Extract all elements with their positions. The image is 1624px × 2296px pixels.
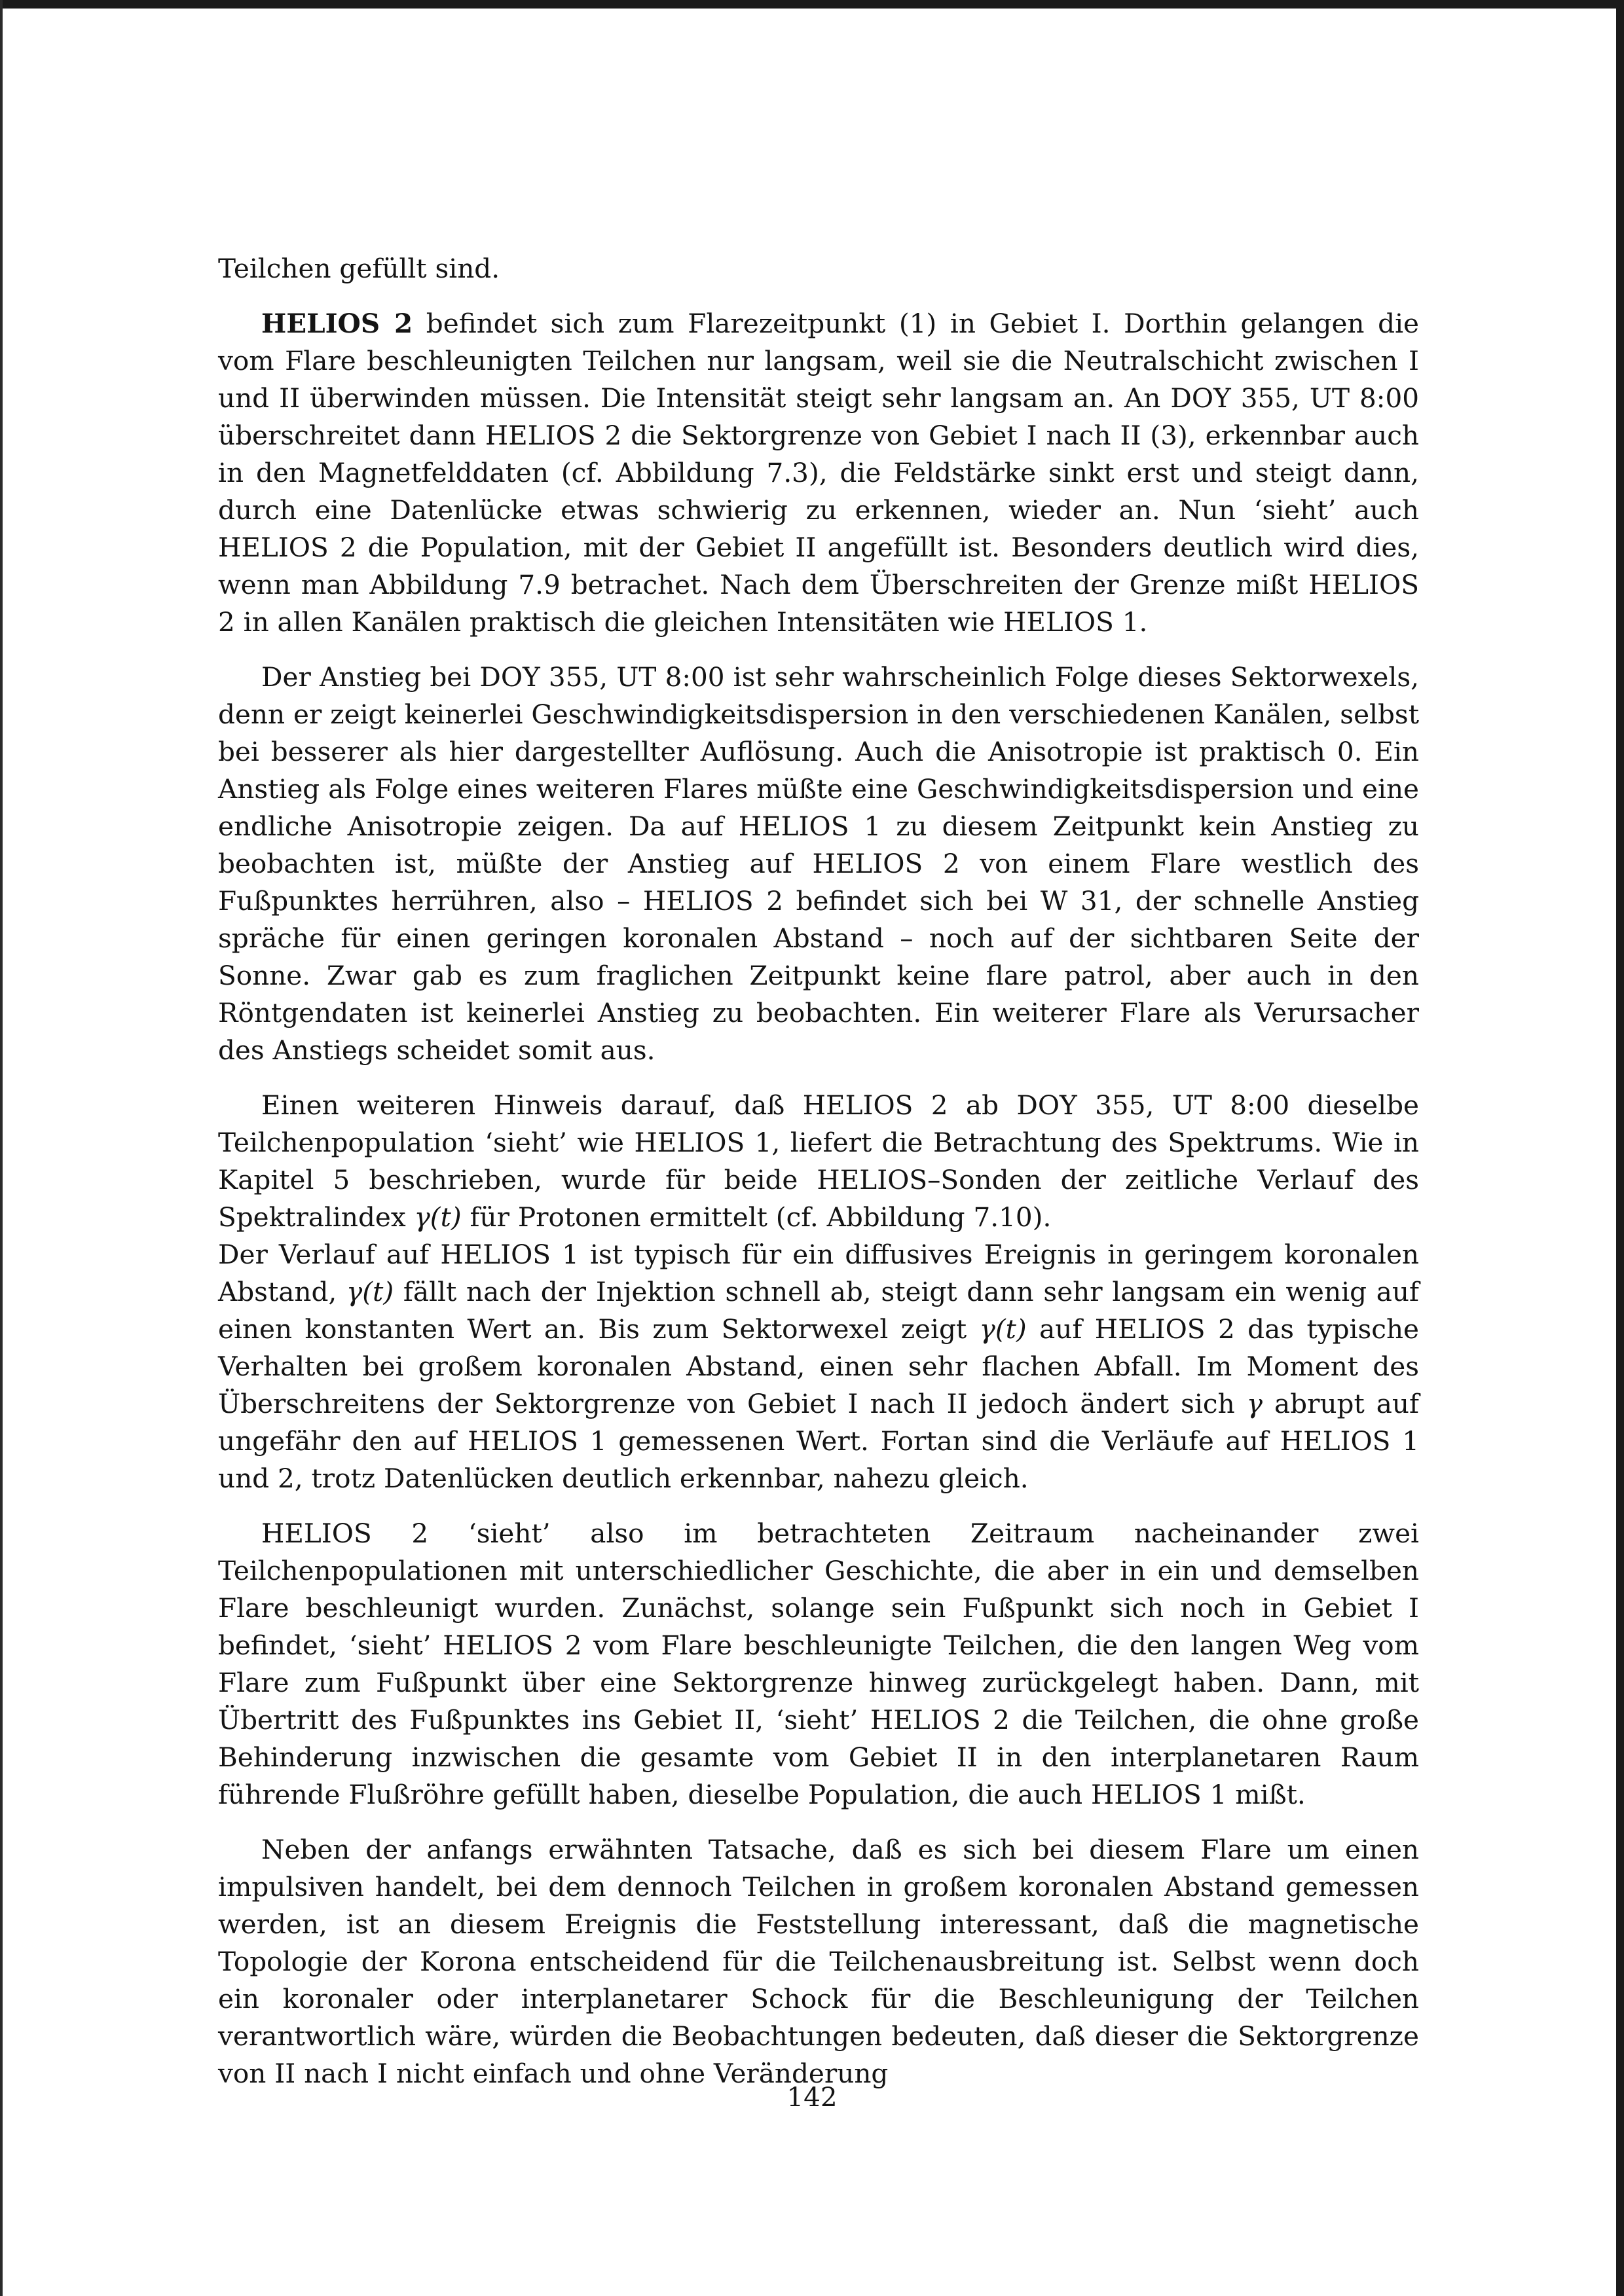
page-number: 142 [786,2081,838,2113]
paragraph-topology [218,1831,1419,2092]
math-gamma-t: γ(t) [979,1313,1027,1345]
math-gamma: γ [1246,1388,1263,1419]
paragraph-two-populations [218,1515,1419,1813]
paragraph-text: für Protonen ermittelt (cf. Abbildung 7.10). [461,1201,1052,1233]
paragraph-text: Der Anstieg bei DOY 355, UT 8:00 ist sehr wahrscheinlich Folge dieses Sektorwexels, denn er zeigt keinerlei Geschwindigkeitsdispersion in den verschiedenen Kanälen, selbst bei besserer als hier dargestellter Auflösung. Auch die Anisotropie ist praktisch 0. Ein Anstieg als Folge eines weiteren Flares müßte eine Geschwindigkeitsdispersion und eine endliche Anisotropie zeigen. Da auf HELIOS 1 zu diesem Zeitpunkt kein Anstieg zu beobachten ist, müßte der Anstieg auf HELIOS 2 von einem Flare westlich des Fußpunktes herrühren, also – HELIOS 2 befindet sich bei W 31, der schnelle Anstieg spräche für einen geringen koronalen Abstand – noch auf der sichtbaren Seite der Sonne. Zwar gab es zum fraglichen Zeitpunkt keine flare patrol, aber auch in den Röntgendaten ist keinerlei Anstieg zu beobachten. Ein weiterer Flare als Verursacher des Anstiegs scheidet somit aus. [218,661,1419,1066]
paragraph-text: befindet sich zum Flarezeitpunkt (1) in Gebiet I. Dorthin gelangen die vom Flare beschleunigten Teilchen nur langsam, weil sie die Neutralschicht zwischen I und II überwinden müssen. Die Intensität steigt sehr langsam an. An DOY 355, UT 8:00 überschreitet dann HELIOS 2 die Sektorgrenze von Gebiet I nach II (3), erkennbar auch in den Magnetfelddaten (cf. Abbildung 7.3), die Feldstärke sinkt erst und steigt dann, durch eine Datenlücke etwas schwierig zu erkennen, wieder an. Nun ‘sieht’ auch HELIOS 2 die Population, mit der Gebiet II angefüllt ist. Besonders deutlich wird dies, wenn man Abbildung 7.9 betrachet. Nach dem Überschreiten der Grenze mißt HELIOS 2 in allen Kanälen praktisch die gleichen Intensitäten wie HELIOS 1. [218,308,1419,638]
paragraph-spectrum-hint [218,1087,1419,1236]
scan-border-right [1616,0,1624,2296]
paragraph-lead-bold: HELIOS 2 [261,308,413,339]
paragraph-gamma-course [218,1236,1419,1497]
paragraph-text: Teilchen gefüllt sind. [218,253,500,284]
paragraph-text: Einen weiteren Hinweis darauf, daß HELIOS 2 ab DOY 355, UT 8:00 dieselbe Teilchenpopulation ‘sieht’ wie HELIOS 1, liefert die Betrachtung des Spektrums. Wie in Kapitel 5 beschrieben, wurde für beide HELIOS–Sonden der zeitliche Verlauf des Spektralindex [218,1089,1419,1233]
paragraph-text: Der Verlauf auf HELIOS 1 ist typisch für ein diffusives Ereignis in geringem koronalen Abstand, [218,1239,1419,1307]
paragraph-rise-doy355 [218,659,1419,1069]
paragraph-text: Neben der anfangs erwähnten Tatsache, daß es sich bei diesem Flare um einen impulsiven handelt, bei dem dennoch Teilchen in großem koronalen Abstand gemessen werden, ist an diesem Ereignis die Feststellung interessant, daß die magnetische Topologie der Korona entscheidend für die Teilchenausbreitung ist. Selbst wenn doch ein koronaler oder interplanetarer Schock für die Beschleunigung der Teilchen verantwortlich wäre, würden die Beobachtungen bedeuten, daß dieser die Sektorgrenze von II nach I nicht einfach und ohne Veränderung [218,1834,1419,2089]
paragraph-text: HELIOS 2 ‘sieht’ also im betrachteten Zeitraum nacheinander zwei Teilchenpopulationen mit unterschiedlicher Geschichte, die aber in ein und demselben Flare beschleunigt wurden. Zunächst, solange sein Fußpunkt sich noch in Gebiet I befindet, ‘sieht’ HELIOS 2 vom Flare beschleunigte Teilchen, die den langen Weg vom Flare zum Fußpunkt über eine Sektorgrenze hinweg zurückgelegt haben. Dann, mit Übertritt des Fußpunktes ins Gebiet II, ‘sieht’ HELIOS 2 die Teilchen, die ohne große Behinderung inzwischen die gesamte vom Gebiet II in den interplanetaren Raum führende Flußröhre gefüllt haben, dieselbe Population, die auch HELIOS 1 mißt. [218,1518,1419,1810]
paragraph-text: abrupt auf ungefähr den auf HELIOS 1 gemessenen Wert. Fortan sind die Verläufe auf HELIOS 1 und 2, trotz Datenlücken deutlich erkennbar, nahezu gleich. [218,1388,1419,1494]
scan-border-left [0,0,3,2296]
scan-border-top [0,0,1624,9]
math-gamma-t: γ(t) [346,1276,394,1307]
body-text [218,250,1419,2092]
paragraph-text: fällt nach der Injektion schnell ab, steigt dann sehr langsam ein wenig auf einen konstanten Wert an. Bis zum Sektorwexel zeigt [218,1276,1419,1345]
paragraph-text: auf HELIOS 2 das typische Verhalten bei großem koronalen Abstand, einen sehr flachen Abfall. Im Moment des Überschreitens der Sektorgrenze von Gebiet I nach II jedoch ändert sich [218,1313,1419,1419]
paragraph-continuation [218,250,1419,287]
math-gamma-t: γ(t) [414,1201,462,1233]
paragraph-helios2-region [218,305,1419,641]
